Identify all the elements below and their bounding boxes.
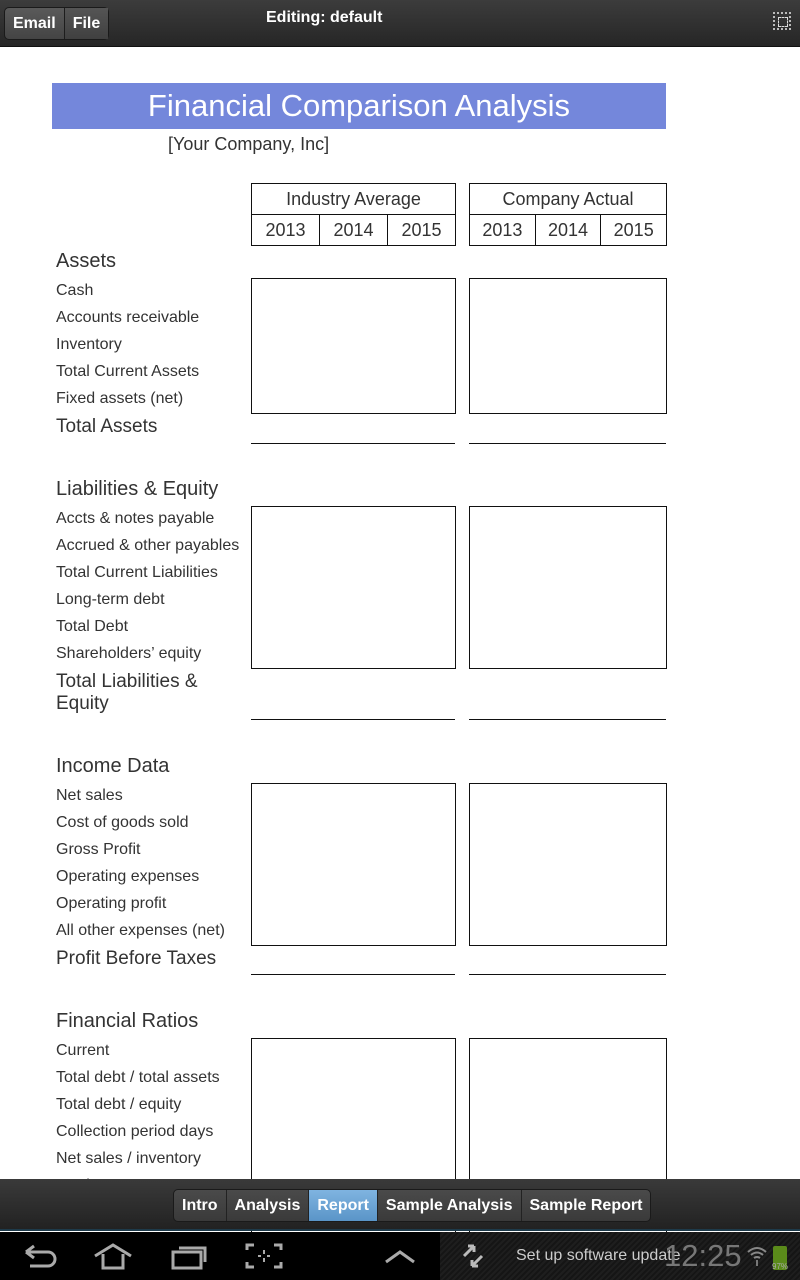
tab-intro[interactable]: Intro — [182, 1197, 218, 1214]
sync-icon — [460, 1244, 486, 1268]
row-label: Cash — [56, 282, 94, 299]
row-label: Operating profit — [56, 895, 167, 912]
home-icon[interactable] — [93, 1242, 133, 1270]
file-button[interactable]: File — [64, 8, 109, 39]
year-header: 2015 — [387, 215, 455, 245]
row-label: Total Current Liabilities — [56, 564, 218, 581]
row-label: Long-term debt — [56, 591, 165, 608]
industry-assets-box[interactable] — [251, 278, 456, 414]
sheet-tabs — [173, 1189, 651, 1222]
fullscreen-icon[interactable] — [773, 12, 791, 30]
row-label: Net sales — [56, 787, 123, 804]
total-label: Total Liabilities & Equity — [56, 671, 198, 714]
industry-total-line — [251, 974, 455, 975]
section-title-liabilities: Liabilities & Equity — [56, 478, 219, 500]
industry-liabilities-box[interactable] — [251, 506, 456, 669]
industry-income-box[interactable] — [251, 783, 456, 946]
total-label: Total Assets — [56, 416, 158, 437]
row-label: Current — [56, 1042, 110, 1059]
row-label: Gross Profit — [56, 841, 141, 858]
system-nav-bar — [0, 1232, 800, 1280]
company-total-line — [469, 974, 666, 975]
row-label: All other expenses (net) — [56, 922, 225, 939]
row-label: Accts & notes payable — [56, 510, 215, 527]
notification-text[interactable]: Set up software update — [516, 1247, 681, 1264]
industry-total-line — [251, 719, 455, 720]
company-liabilities-box[interactable] — [469, 506, 667, 669]
app-toolbar — [0, 0, 800, 47]
back-icon[interactable] — [20, 1242, 60, 1270]
company-total-line — [469, 719, 666, 720]
company-total-line — [469, 443, 666, 444]
row-label: Accounts receivable — [56, 309, 200, 326]
email-button[interactable]: Email — [13, 15, 56, 32]
section-title-assets: Assets — [56, 250, 117, 272]
row-label: Fixed assets (net) — [56, 390, 184, 407]
sheet-tab-bar — [0, 1179, 800, 1231]
section-title-income: Income Data — [56, 755, 170, 777]
tab-sample-report[interactable]: Sample Report — [521, 1190, 651, 1221]
section-title-ratios: Financial Ratios — [56, 1010, 199, 1032]
document-title: Financial Comparison Analysis — [52, 83, 666, 129]
screenshot-icon[interactable] — [244, 1242, 284, 1270]
company-actual-header — [469, 183, 667, 246]
battery-percent: 97% — [772, 1262, 789, 1271]
year-header: 2013 — [265, 220, 306, 240]
row-label: Collection period days — [56, 1123, 214, 1140]
row-label: Total Current Assets — [56, 363, 200, 380]
year-header: 2015 — [600, 215, 666, 245]
row-label: Net sales / inventory — [56, 1150, 201, 1167]
tab-sample-analysis[interactable]: Sample Analysis — [377, 1190, 521, 1221]
row-label: Shareholders’ equity — [56, 645, 202, 662]
year-header: 2013 — [482, 220, 523, 240]
wifi-icon — [746, 1244, 768, 1268]
industry-average-header — [251, 183, 456, 246]
year-header: 2014 — [535, 215, 601, 245]
tab-analysis[interactable]: Analysis — [226, 1190, 309, 1221]
company-income-box[interactable] — [469, 783, 667, 946]
clock: 12:25 — [664, 1238, 742, 1273]
row-label: Accrued & other payables — [56, 537, 240, 554]
tab-report[interactable]: Report — [308, 1190, 377, 1221]
up-chevron-icon[interactable] — [380, 1242, 420, 1270]
toolbar-button-group — [4, 7, 109, 40]
row-label: Total debt / total assets — [56, 1069, 220, 1086]
group-title: Company Actual — [470, 184, 666, 215]
year-header: 2014 — [319, 215, 387, 245]
recent-apps-icon[interactable] — [169, 1242, 209, 1270]
row-label: Cost of goods sold — [56, 814, 189, 831]
row-label: Operating expenses — [56, 868, 200, 885]
row-label: Total debt / equity — [56, 1096, 182, 1113]
industry-total-line — [251, 443, 455, 444]
document-canvas[interactable] — [0, 48, 800, 1179]
row-label: Total Debt — [56, 618, 129, 635]
company-name[interactable]: [Your Company, Inc] — [168, 134, 330, 154]
row-label: Inventory — [56, 336, 122, 353]
editing-status: Editing: default — [266, 9, 383, 26]
total-label: Profit Before Taxes — [56, 948, 217, 969]
group-title: Industry Average — [252, 184, 455, 215]
company-assets-box[interactable] — [469, 278, 667, 414]
